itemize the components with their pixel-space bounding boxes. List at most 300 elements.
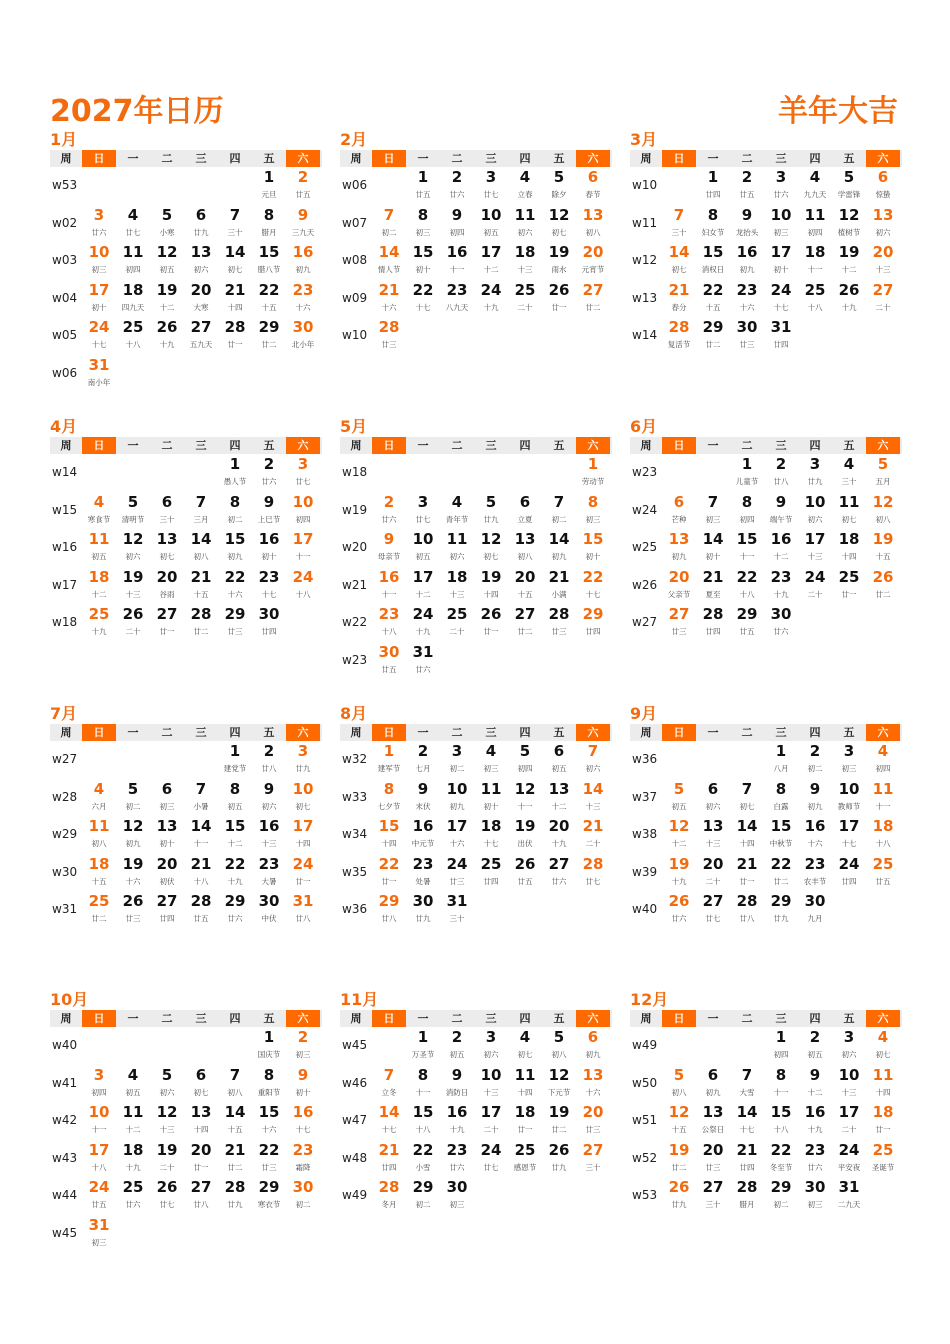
day-number: 1 bbox=[417, 1028, 429, 1046]
day-number: 22 bbox=[378, 854, 400, 873]
week-row bbox=[630, 167, 902, 205]
day-number: 23 bbox=[378, 605, 400, 624]
lunar-date: 十三 bbox=[261, 839, 277, 849]
day-cell bbox=[116, 280, 150, 318]
weekday-header bbox=[630, 1010, 902, 1027]
lunar-date: 初三 bbox=[705, 514, 721, 524]
lunar-date: 廿三 bbox=[381, 340, 397, 350]
day-number: 11 bbox=[480, 779, 502, 798]
week-number: w20 bbox=[342, 540, 368, 555]
day-number: 29 bbox=[378, 892, 400, 911]
day-number: 8 bbox=[229, 492, 241, 511]
day-number: 18 bbox=[514, 243, 536, 262]
day-cell bbox=[286, 604, 320, 642]
lunar-date: 初四 bbox=[517, 764, 533, 773]
day-cell bbox=[116, 1065, 150, 1103]
day-cell bbox=[252, 1102, 286, 1140]
day-number: 25 bbox=[88, 605, 110, 624]
day-cell bbox=[662, 1177, 696, 1215]
week-row bbox=[340, 1027, 612, 1065]
day-number: 14 bbox=[378, 1103, 400, 1122]
day-cell bbox=[662, 1065, 696, 1103]
lunar-date: 初九 bbox=[739, 265, 755, 275]
day-cell bbox=[474, 1027, 508, 1065]
lunar-date: 九九天 bbox=[803, 190, 827, 199]
day-number: 11 bbox=[804, 205, 826, 224]
day-cell bbox=[832, 779, 866, 817]
weekday-header bbox=[50, 150, 322, 167]
weekday-label: 四 bbox=[229, 726, 241, 739]
lunar-date: 初八 bbox=[551, 1050, 567, 1059]
day-number: 18 bbox=[122, 280, 144, 299]
day-cell bbox=[508, 317, 542, 355]
weekday-label: 一 bbox=[707, 152, 719, 165]
lunar-date: 十四 bbox=[517, 1087, 533, 1097]
day-number: 7 bbox=[673, 205, 685, 224]
day-number: 13 bbox=[190, 243, 212, 262]
day-number: 1 bbox=[417, 168, 429, 186]
lunar-date: 初九 bbox=[125, 839, 141, 849]
day-number: 20 bbox=[702, 1140, 724, 1159]
lunar-date: 雨水 bbox=[551, 265, 567, 275]
week-number: w47 bbox=[342, 1113, 368, 1128]
day-number: 19 bbox=[480, 567, 502, 586]
day-cell bbox=[440, 741, 474, 779]
week-number: w34 bbox=[342, 827, 368, 842]
day-cell bbox=[866, 1065, 900, 1103]
lunar-date: 初四 bbox=[739, 514, 755, 524]
day-cell bbox=[218, 1065, 252, 1103]
day-number: 2 bbox=[417, 742, 429, 760]
day-cell bbox=[116, 1027, 150, 1065]
day-cell bbox=[406, 567, 440, 605]
week-row bbox=[50, 205, 322, 243]
day-cell bbox=[440, 779, 474, 817]
weekday-label: 二 bbox=[161, 1012, 173, 1025]
day-number: 21 bbox=[548, 567, 570, 586]
day-cell bbox=[372, 567, 406, 605]
lunar-date: 十一 bbox=[415, 1087, 431, 1097]
day-number: 17 bbox=[804, 530, 826, 549]
day-number: 3 bbox=[775, 168, 787, 186]
month-name: 2月 bbox=[340, 130, 368, 149]
weekday-label: 日 bbox=[82, 1010, 116, 1027]
day-cell bbox=[406, 454, 440, 492]
day-cell bbox=[372, 642, 406, 680]
lunar-date: 廿一 bbox=[875, 1125, 891, 1135]
day-number: 12 bbox=[514, 779, 536, 798]
day-cell bbox=[798, 1140, 832, 1178]
lunar-date: 十二 bbox=[483, 265, 499, 275]
day-number: 8 bbox=[417, 205, 429, 224]
week-number: w29 bbox=[52, 827, 78, 842]
day-number: 13 bbox=[156, 817, 178, 836]
day-cell bbox=[184, 1140, 218, 1178]
day-number: 31 bbox=[446, 892, 468, 911]
day-cell bbox=[286, 891, 320, 929]
day-cell bbox=[662, 167, 696, 205]
day-number: 2 bbox=[741, 168, 753, 186]
weekday-label: 周 bbox=[350, 152, 362, 165]
lunar-date: 廿三 bbox=[449, 876, 465, 886]
day-cell bbox=[798, 205, 832, 243]
day-cell bbox=[474, 816, 508, 854]
day-cell bbox=[696, 529, 730, 567]
day-number: 9 bbox=[297, 205, 309, 224]
lunar-date: 二十 bbox=[705, 876, 721, 886]
day-number: 16 bbox=[804, 1103, 826, 1122]
month-name: 6月 bbox=[630, 417, 658, 436]
day-cell bbox=[832, 167, 866, 205]
day-cell bbox=[474, 567, 508, 605]
lunar-date: 初五 bbox=[483, 227, 499, 237]
lunar-date: 十八 bbox=[773, 1125, 789, 1135]
day-number: 23 bbox=[412, 854, 434, 873]
day-cell bbox=[372, 1027, 406, 1065]
lunar-date: 十四 bbox=[227, 302, 243, 312]
day-cell bbox=[218, 741, 252, 779]
day-number: 15 bbox=[770, 817, 792, 836]
lunar-date: 廿八 bbox=[261, 764, 277, 773]
day-number: 30 bbox=[736, 318, 758, 337]
day-cell bbox=[576, 1027, 610, 1065]
day-number: 22 bbox=[258, 1140, 280, 1159]
month-block bbox=[340, 130, 612, 355]
week-number: w06 bbox=[342, 178, 368, 192]
weekday-label: 四 bbox=[519, 1012, 531, 1025]
day-cell bbox=[184, 1177, 218, 1215]
day-number: 7 bbox=[229, 205, 241, 224]
day-cell bbox=[150, 1177, 184, 1215]
day-cell bbox=[116, 1215, 150, 1253]
day-cell bbox=[730, 1102, 764, 1140]
day-number: 26 bbox=[668, 1178, 690, 1197]
day-cell bbox=[576, 529, 610, 567]
day-cell bbox=[474, 1140, 508, 1178]
weekday-label: 周 bbox=[640, 439, 652, 452]
lunar-date: 十六 bbox=[381, 302, 397, 312]
lunar-date: 中秋节 bbox=[769, 839, 793, 849]
lunar-date: 十七 bbox=[773, 302, 789, 312]
lunar-date: 初九 bbox=[295, 265, 311, 275]
day-cell bbox=[440, 891, 474, 929]
day-cell bbox=[184, 891, 218, 929]
week-row bbox=[630, 317, 902, 355]
day-cell bbox=[576, 205, 610, 243]
day-number: 17 bbox=[88, 280, 110, 299]
lunar-date: 廿六 bbox=[415, 664, 431, 674]
day-number: 30 bbox=[412, 892, 434, 911]
lunar-date: 北小年 bbox=[291, 340, 315, 350]
day-cell bbox=[406, 1102, 440, 1140]
day-cell bbox=[82, 529, 116, 567]
day-number: 12 bbox=[122, 530, 144, 549]
day-cell bbox=[662, 280, 696, 318]
day-cell bbox=[116, 1102, 150, 1140]
lunar-date: 廿七 bbox=[585, 876, 601, 886]
lunar-date: 立夏 bbox=[517, 514, 533, 524]
day-cell bbox=[82, 242, 116, 280]
lunar-date: 初三 bbox=[483, 764, 499, 773]
day-cell bbox=[184, 604, 218, 642]
lunar-date: 十六 bbox=[739, 302, 755, 312]
day-number: 1 bbox=[741, 455, 753, 473]
day-cell bbox=[252, 1027, 286, 1065]
lunar-date: 建党节 bbox=[223, 764, 247, 773]
lunar-date: 初七 bbox=[295, 801, 311, 811]
day-number: 24 bbox=[292, 854, 314, 873]
lunar-date: 十二 bbox=[671, 839, 687, 849]
weekday-label: 四 bbox=[519, 152, 531, 165]
lunar-date: 九月 bbox=[807, 914, 823, 924]
day-cell bbox=[372, 529, 406, 567]
day-number: 27 bbox=[190, 318, 212, 337]
lunar-date: 立冬 bbox=[381, 1087, 397, 1097]
weekday-label: 日 bbox=[372, 437, 406, 454]
week-row bbox=[340, 642, 612, 680]
day-cell bbox=[832, 891, 866, 929]
week-row bbox=[50, 1140, 322, 1178]
month-block bbox=[340, 990, 612, 1215]
day-cell bbox=[150, 205, 184, 243]
day-cell bbox=[150, 242, 184, 280]
day-cell bbox=[764, 779, 798, 817]
day-number: 10 bbox=[292, 492, 314, 511]
day-number: 28 bbox=[736, 1178, 758, 1197]
day-cell bbox=[252, 816, 286, 854]
weekday-label: 一 bbox=[417, 1012, 429, 1025]
day-cell bbox=[150, 1102, 184, 1140]
day-number: 8 bbox=[417, 1065, 429, 1084]
page-title: 2027年日历 bbox=[50, 94, 224, 129]
day-number: 3 bbox=[485, 168, 497, 186]
week-row bbox=[50, 779, 322, 817]
day-number: 10 bbox=[770, 205, 792, 224]
lunar-date: 末伏 bbox=[415, 801, 431, 811]
day-cell bbox=[542, 205, 576, 243]
week-number: w10 bbox=[632, 178, 658, 192]
day-cell bbox=[696, 205, 730, 243]
week-number: w27 bbox=[52, 752, 78, 766]
week-number: w45 bbox=[52, 1225, 78, 1240]
day-cell bbox=[832, 205, 866, 243]
day-cell bbox=[82, 1102, 116, 1140]
day-number: 23 bbox=[736, 280, 758, 299]
day-number: 7 bbox=[587, 742, 599, 760]
weekday-label: 一 bbox=[417, 439, 429, 452]
day-cell bbox=[508, 779, 542, 817]
day-cell bbox=[798, 567, 832, 605]
day-cell bbox=[866, 1102, 900, 1140]
day-cell bbox=[184, 741, 218, 779]
lunar-date: 春节 bbox=[585, 190, 601, 199]
weekday-header bbox=[340, 150, 612, 167]
day-number: 8 bbox=[775, 779, 787, 798]
lunar-date: 初九 bbox=[671, 552, 687, 562]
day-cell bbox=[440, 529, 474, 567]
day-cell bbox=[150, 1140, 184, 1178]
lunar-date: 国庆节 bbox=[257, 1050, 281, 1059]
weekday-label: 日 bbox=[662, 437, 696, 454]
day-number: 23 bbox=[804, 1140, 826, 1159]
day-cell bbox=[150, 779, 184, 817]
day-number: 18 bbox=[480, 817, 502, 836]
day-number: 24 bbox=[292, 567, 314, 586]
day-cell bbox=[406, 317, 440, 355]
lunar-date: 廿二 bbox=[773, 876, 789, 886]
day-cell bbox=[116, 891, 150, 929]
lunar-date: 腊八节 bbox=[257, 265, 281, 275]
day-number: 12 bbox=[548, 205, 570, 224]
day-cell bbox=[508, 205, 542, 243]
day-cell bbox=[508, 280, 542, 318]
lunar-date: 初五 bbox=[671, 801, 687, 811]
day-cell bbox=[286, 1215, 320, 1253]
day-number: 10 bbox=[804, 492, 826, 511]
week-row bbox=[50, 355, 322, 393]
day-cell bbox=[696, 604, 730, 642]
day-cell bbox=[218, 242, 252, 280]
day-cell bbox=[832, 854, 866, 892]
week-row bbox=[50, 492, 322, 530]
day-cell bbox=[832, 492, 866, 530]
lunar-date: 初十 bbox=[159, 839, 175, 849]
day-cell bbox=[116, 492, 150, 530]
lunar-date: 十八 bbox=[381, 627, 397, 637]
day-number: 2 bbox=[263, 742, 275, 760]
day-cell bbox=[440, 1140, 474, 1178]
day-cell bbox=[116, 1140, 150, 1178]
day-cell bbox=[798, 1102, 832, 1140]
day-cell bbox=[150, 891, 184, 929]
lunar-date: 小满 bbox=[551, 589, 567, 599]
day-cell bbox=[82, 492, 116, 530]
lunar-date: 建军节 bbox=[377, 764, 401, 773]
day-cell bbox=[508, 1102, 542, 1140]
lunar-date: 学雷锋 bbox=[837, 190, 861, 199]
week-number: w38 bbox=[632, 827, 658, 842]
day-cell bbox=[252, 355, 286, 393]
day-cell bbox=[798, 741, 832, 779]
weekday-label: 日 bbox=[662, 724, 696, 741]
lunar-date: 廿八 bbox=[295, 914, 311, 924]
week-row bbox=[340, 1177, 612, 1215]
day-cell bbox=[286, 741, 320, 779]
day-cell bbox=[798, 1065, 832, 1103]
day-number: 31 bbox=[88, 355, 110, 374]
lunar-date: 初二 bbox=[449, 764, 465, 773]
weekday-label: 六 bbox=[286, 1010, 320, 1027]
day-cell bbox=[116, 741, 150, 779]
lunar-date: 十二 bbox=[125, 1125, 141, 1135]
weekday-label: 五 bbox=[843, 1012, 855, 1025]
day-cell bbox=[252, 529, 286, 567]
week-row bbox=[630, 854, 902, 892]
day-number: 11 bbox=[446, 530, 468, 549]
day-number: 14 bbox=[190, 530, 212, 549]
lunar-date: 端午节 bbox=[769, 514, 793, 524]
lunar-date: 霜降 bbox=[295, 1162, 311, 1172]
day-number: 11 bbox=[838, 492, 860, 511]
day-cell bbox=[798, 779, 832, 817]
lunar-date: 廿三 bbox=[227, 627, 243, 637]
day-number: 20 bbox=[582, 243, 604, 262]
day-number: 9 bbox=[809, 1065, 821, 1084]
week-row bbox=[630, 454, 902, 492]
day-cell bbox=[184, 205, 218, 243]
day-cell bbox=[440, 642, 474, 680]
week-number: w41 bbox=[52, 1075, 78, 1090]
weekday-label: 四 bbox=[809, 152, 821, 165]
week-row bbox=[630, 1102, 902, 1140]
day-number: 23 bbox=[292, 280, 314, 299]
day-number: 12 bbox=[872, 492, 894, 511]
day-cell bbox=[696, 1027, 730, 1065]
day-number: 18 bbox=[122, 1140, 144, 1159]
day-cell bbox=[372, 1102, 406, 1140]
day-number: 9 bbox=[263, 492, 275, 511]
month-block bbox=[630, 417, 902, 642]
day-number: 5 bbox=[553, 168, 565, 186]
week-number: w50 bbox=[632, 1075, 658, 1090]
lunar-date: 廿七 bbox=[483, 1162, 499, 1172]
day-number: 4 bbox=[451, 492, 463, 511]
day-number: 28 bbox=[702, 605, 724, 624]
lunar-date: 廿五 bbox=[415, 190, 431, 199]
weekday-header bbox=[50, 724, 322, 741]
day-cell bbox=[474, 529, 508, 567]
day-number: 10 bbox=[88, 243, 110, 262]
day-cell bbox=[832, 604, 866, 642]
lunar-date: 十六 bbox=[227, 589, 243, 599]
day-number: 22 bbox=[258, 280, 280, 299]
week-number: w40 bbox=[632, 902, 658, 917]
day-cell bbox=[150, 167, 184, 205]
day-number: 19 bbox=[668, 854, 690, 873]
week-number: w46 bbox=[342, 1075, 368, 1090]
lunar-date: 初五 bbox=[91, 552, 107, 562]
week-row bbox=[340, 779, 612, 817]
day-number: 14 bbox=[702, 530, 724, 549]
day-cell bbox=[832, 1102, 866, 1140]
month-block bbox=[50, 990, 322, 1253]
day-number: 26 bbox=[480, 605, 502, 624]
day-number: 10 bbox=[412, 530, 434, 549]
day-number: 1 bbox=[707, 168, 719, 186]
lunar-date: 谷雨 bbox=[159, 589, 175, 599]
lunar-date: 廿七 bbox=[295, 477, 311, 486]
weekday-header bbox=[340, 1010, 612, 1027]
day-cell bbox=[218, 317, 252, 355]
weekday-label: 三 bbox=[485, 726, 497, 739]
week-number: w25 bbox=[632, 540, 658, 555]
lunar-date: 廿六 bbox=[381, 514, 397, 524]
day-cell bbox=[576, 1140, 610, 1178]
day-number: 11 bbox=[872, 1065, 894, 1084]
day-cell bbox=[372, 1065, 406, 1103]
day-number: 8 bbox=[383, 779, 395, 798]
day-cell bbox=[406, 779, 440, 817]
week-row bbox=[340, 604, 612, 642]
day-number: 17 bbox=[292, 530, 314, 549]
day-number: 11 bbox=[122, 1103, 144, 1122]
day-number: 23 bbox=[292, 1140, 314, 1159]
day-number: 20 bbox=[668, 567, 690, 586]
lunar-date: 夏至 bbox=[705, 589, 721, 599]
lunar-date: 十三 bbox=[875, 265, 891, 275]
weekday-label: 二 bbox=[741, 152, 753, 165]
lunar-date: 十一 bbox=[193, 839, 209, 849]
